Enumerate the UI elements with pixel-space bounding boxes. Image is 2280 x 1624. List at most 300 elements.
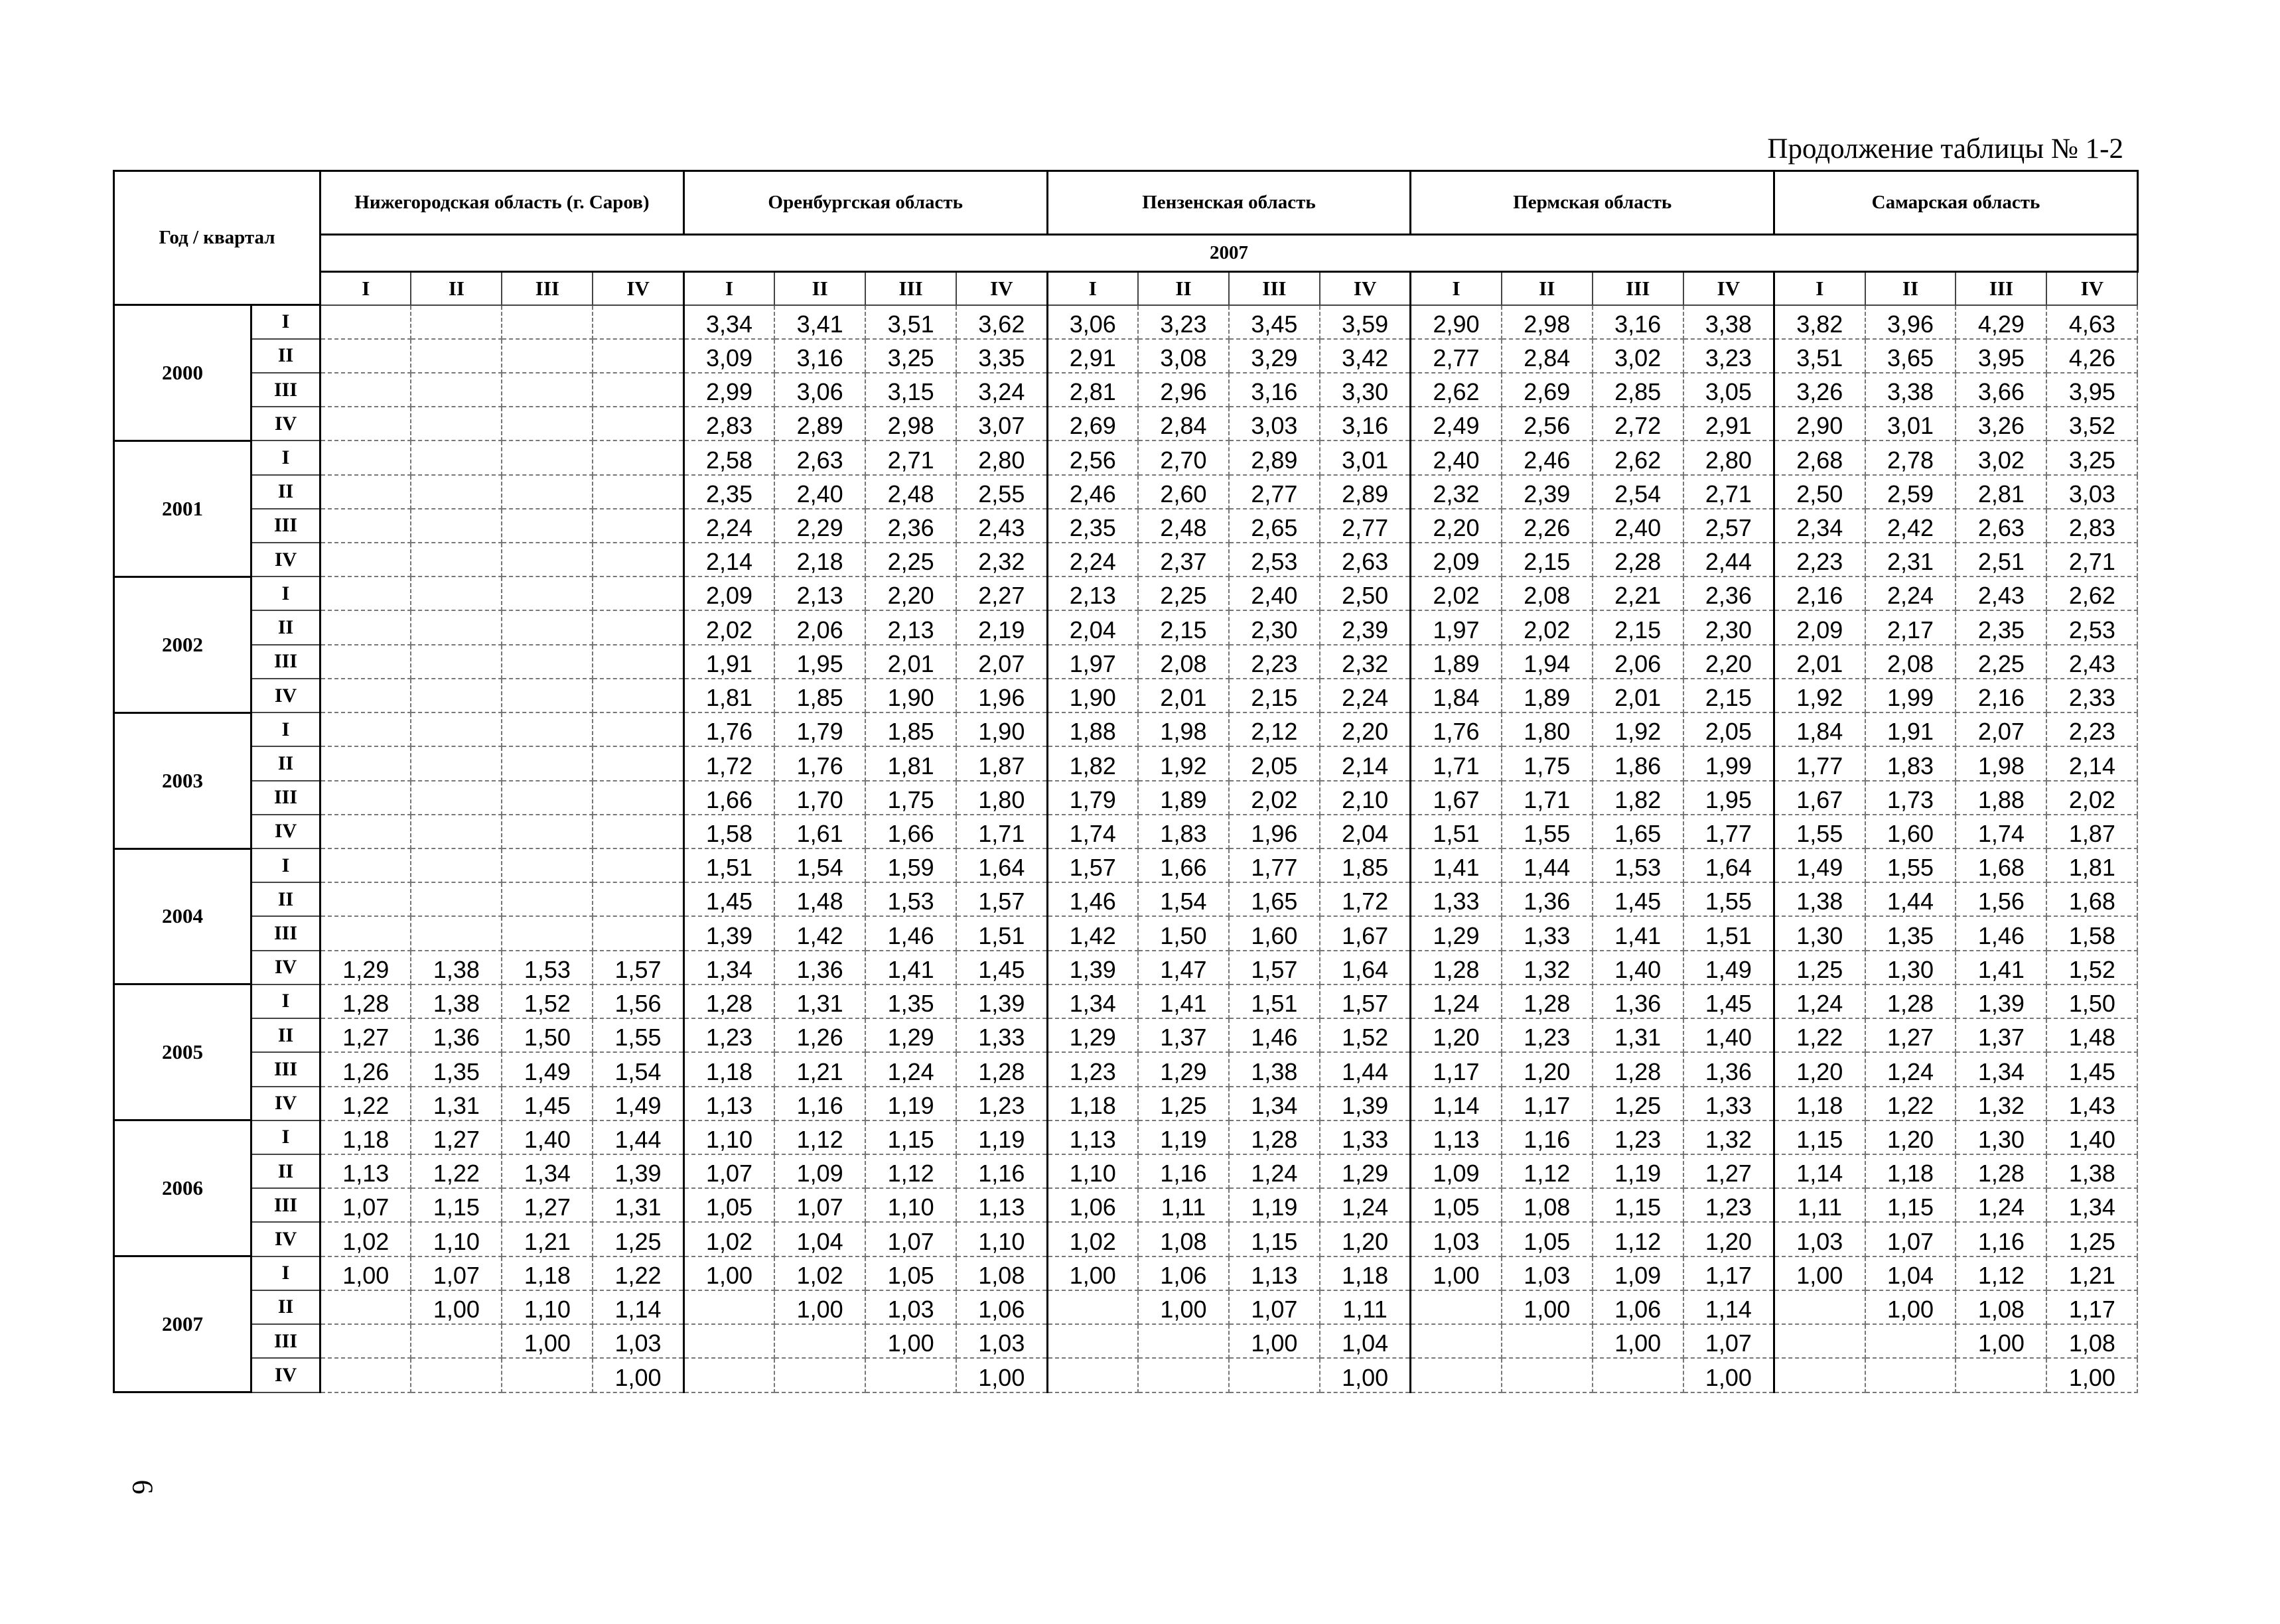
table-row — [114, 407, 2138, 440]
value-cell: 1,16 — [1502, 1120, 1593, 1154]
value-cell: 2,43 — [1956, 576, 2046, 610]
year-cell: 2005 — [114, 984, 251, 1120]
table-row — [114, 746, 2138, 780]
value-cell — [502, 848, 593, 882]
value-cell — [321, 679, 411, 712]
value-cell: 2,89 — [774, 407, 865, 440]
value-cell: 2,02 — [1411, 576, 1502, 610]
value-cell: 2,62 — [2046, 576, 2137, 610]
value-cell: 2,40 — [774, 475, 865, 509]
value-cell: 1,32 — [1502, 951, 1593, 984]
value-cell: 1,24 — [865, 1052, 956, 1086]
value-cell — [411, 645, 502, 679]
value-cell: 2,09 — [1411, 543, 1502, 576]
value-cell: 1,17 — [2046, 1290, 2137, 1324]
value-cell: 2,57 — [1683, 509, 1774, 543]
value-cell: 1,41 — [1411, 848, 1502, 882]
value-cell: 2,59 — [1865, 475, 1956, 509]
value-cell: 1,81 — [683, 679, 774, 712]
value-cell — [411, 339, 502, 373]
value-cell: 1,26 — [321, 1052, 411, 1086]
value-cell: 1,06 — [1593, 1290, 1683, 1324]
value-cell: 1,00 — [321, 1256, 411, 1290]
value-cell: 2,71 — [865, 440, 956, 474]
value-cell: 1,89 — [1502, 679, 1593, 712]
value-cell: 1,36 — [774, 951, 865, 984]
value-cell: 1,34 — [2046, 1188, 2137, 1222]
value-cell: 1,20 — [1411, 1018, 1502, 1052]
value-cell: 1,87 — [2046, 815, 2137, 848]
value-cell: 1,10 — [683, 1120, 774, 1154]
value-cell: 1,23 — [1502, 1018, 1593, 1052]
value-cell: 1,09 — [774, 1154, 865, 1188]
table-row — [114, 373, 2138, 407]
value-cell: 4,63 — [2046, 305, 2137, 339]
value-cell: 2,32 — [1411, 475, 1502, 509]
value-cell — [1865, 1358, 1956, 1392]
value-cell: 1,66 — [865, 815, 956, 848]
value-cell — [593, 610, 683, 644]
value-cell: 2,71 — [1683, 475, 1774, 509]
value-cell: 2,20 — [1683, 645, 1774, 679]
value-cell: 1,46 — [1229, 1018, 1320, 1052]
value-cell: 1,54 — [1138, 882, 1229, 916]
value-cell: 1,07 — [1865, 1222, 1956, 1256]
value-cell: 2,63 — [1956, 509, 2046, 543]
value-cell: 1,09 — [1411, 1154, 1502, 1188]
value-cell: 2,19 — [956, 610, 1047, 644]
value-cell: 1,10 — [956, 1222, 1047, 1256]
quarter-cell: III — [251, 1324, 321, 1358]
value-cell: 1,28 — [1411, 951, 1502, 984]
value-cell: 1,27 — [411, 1120, 502, 1154]
value-cell: 1,03 — [956, 1324, 1047, 1358]
value-cell: 2,55 — [956, 475, 1047, 509]
value-cell: 1,42 — [774, 916, 865, 950]
value-cell: 2,77 — [1411, 339, 1502, 373]
value-cell — [593, 509, 683, 543]
value-cell — [321, 815, 411, 848]
value-cell: 1,28 — [1593, 1052, 1683, 1086]
quarter-cell: II — [251, 339, 321, 373]
value-cell: 1,51 — [956, 916, 1047, 950]
table-row — [114, 1087, 2138, 1120]
value-cell: 1,13 — [1411, 1120, 1502, 1154]
quarter-cell: III — [251, 509, 321, 543]
quarter-column-header: II — [1865, 272, 1956, 305]
year-cell: 2004 — [114, 848, 251, 984]
value-cell: 1,19 — [1229, 1188, 1320, 1222]
value-cell: 1,79 — [1047, 781, 1138, 815]
value-cell — [321, 576, 411, 610]
value-cell: 1,28 — [1502, 984, 1593, 1018]
value-cell: 1,12 — [865, 1154, 956, 1188]
value-cell — [321, 645, 411, 679]
value-cell: 1,30 — [1865, 951, 1956, 984]
value-cell: 1,45 — [1683, 984, 1774, 1018]
value-cell — [1047, 1358, 1138, 1392]
quarter-cell: II — [251, 475, 321, 509]
value-cell: 2,35 — [683, 475, 774, 509]
value-cell: 2,46 — [1502, 440, 1593, 474]
value-cell: 3,95 — [2046, 373, 2137, 407]
value-cell: 2,23 — [2046, 712, 2137, 746]
value-cell: 1,48 — [2046, 1018, 2137, 1052]
quarter-cell: III — [251, 373, 321, 407]
value-cell — [593, 645, 683, 679]
value-cell: 1,15 — [865, 1120, 956, 1154]
quarter-cell: IV — [251, 1358, 321, 1392]
value-cell: 2,48 — [1138, 509, 1229, 543]
value-cell — [502, 781, 593, 815]
value-cell — [865, 1358, 956, 1392]
table-row — [114, 1290, 2138, 1324]
table-row — [114, 815, 2138, 848]
value-cell: 1,31 — [411, 1087, 502, 1120]
value-cell: 1,35 — [865, 984, 956, 1018]
value-cell — [1865, 1324, 1956, 1358]
value-cell: 2,26 — [1502, 509, 1593, 543]
value-cell: 1,06 — [1138, 1256, 1229, 1290]
table-row — [114, 848, 2138, 882]
value-cell: 1,29 — [1320, 1154, 1411, 1188]
quarter-cell: IV — [251, 951, 321, 984]
value-cell: 1,43 — [2046, 1087, 2137, 1120]
value-cell: 2,06 — [1593, 645, 1683, 679]
value-cell: 1,18 — [683, 1052, 774, 1086]
value-cell: 1,18 — [502, 1256, 593, 1290]
value-cell: 1,32 — [1956, 1087, 2046, 1120]
value-cell: 1,51 — [683, 848, 774, 882]
value-cell: 1,73 — [1865, 781, 1956, 815]
value-cell — [593, 679, 683, 712]
value-cell: 1,44 — [1865, 882, 1956, 916]
value-cell — [502, 815, 593, 848]
value-cell: 1,03 — [1502, 1256, 1593, 1290]
value-cell: 2,81 — [1956, 475, 2046, 509]
value-cell: 3,42 — [1320, 339, 1411, 373]
value-cell: 1,52 — [1320, 1018, 1411, 1052]
value-cell: 1,19 — [865, 1087, 956, 1120]
value-cell: 3,16 — [1229, 373, 1320, 407]
value-cell: 1,03 — [1774, 1222, 1865, 1256]
value-cell — [593, 576, 683, 610]
value-cell: 1,94 — [1502, 645, 1593, 679]
value-cell: 2,10 — [1320, 781, 1411, 815]
value-cell: 3,95 — [1956, 339, 2046, 373]
value-cell: 1,25 — [2046, 1222, 2137, 1256]
value-cell: 1,24 — [1956, 1188, 2046, 1222]
value-cell: 1,00 — [956, 1358, 1047, 1392]
value-cell: 3,38 — [1683, 305, 1774, 339]
value-cell: 1,60 — [1865, 815, 1956, 848]
value-cell: 1,00 — [1047, 1256, 1138, 1290]
value-cell: 2,99 — [683, 373, 774, 407]
value-cell — [502, 882, 593, 916]
value-cell: 2,04 — [1047, 610, 1138, 644]
value-cell: 2,15 — [1502, 543, 1593, 576]
quarter-cell: II — [251, 1018, 321, 1052]
value-cell: 1,82 — [1047, 746, 1138, 780]
value-cell: 1,90 — [1047, 679, 1138, 712]
table-row — [114, 679, 2138, 712]
value-cell: 2,21 — [1593, 576, 1683, 610]
value-cell: 2,72 — [1593, 407, 1683, 440]
value-cell: 1,58 — [2046, 916, 2137, 950]
value-cell — [1047, 1324, 1138, 1358]
value-cell: 1,48 — [774, 882, 865, 916]
value-cell: 1,80 — [1502, 712, 1593, 746]
value-cell: 2,83 — [683, 407, 774, 440]
value-cell — [411, 407, 502, 440]
value-cell: 1,52 — [2046, 951, 2137, 984]
value-cell: 2,32 — [956, 543, 1047, 576]
value-cell: 2,25 — [1956, 645, 2046, 679]
value-cell: 1,39 — [1047, 951, 1138, 984]
value-cell: 1,23 — [1683, 1188, 1774, 1222]
table-row — [114, 1358, 2138, 1392]
value-cell: 2,62 — [1411, 373, 1502, 407]
value-cell: 2,31 — [1865, 543, 1956, 576]
value-cell: 2,14 — [1320, 746, 1411, 780]
value-cell: 2,42 — [1865, 509, 1956, 543]
value-cell: 3,16 — [774, 339, 865, 373]
value-cell: 1,08 — [1502, 1188, 1593, 1222]
value-cell: 3,66 — [1956, 373, 2046, 407]
table-row — [114, 1018, 2138, 1052]
value-cell: 1,81 — [865, 746, 956, 780]
value-cell — [502, 679, 593, 712]
value-cell — [1593, 1358, 1683, 1392]
table-row — [114, 339, 2138, 373]
value-cell: 1,45 — [502, 1087, 593, 1120]
value-cell: 1,91 — [683, 645, 774, 679]
value-cell: 1,51 — [1683, 916, 1774, 950]
value-cell: 3,02 — [1593, 339, 1683, 373]
value-cell: 1,65 — [1593, 815, 1683, 848]
value-cell: 3,16 — [1320, 407, 1411, 440]
value-cell: 1,10 — [411, 1222, 502, 1256]
value-cell: 2,08 — [1865, 645, 1956, 679]
value-cell: 1,26 — [774, 1018, 865, 1052]
value-cell: 2,15 — [1138, 610, 1229, 644]
quarter-column-header: I — [1411, 272, 1502, 305]
value-cell: 1,66 — [683, 781, 774, 815]
value-cell: 3,23 — [1138, 305, 1229, 339]
value-cell: 1,18 — [321, 1120, 411, 1154]
table-row — [114, 1188, 2138, 1222]
value-cell: 1,59 — [865, 848, 956, 882]
value-cell: 2,16 — [1956, 679, 2046, 712]
value-cell — [502, 610, 593, 644]
quarter-cell: IV — [251, 543, 321, 576]
value-cell — [1047, 1290, 1138, 1324]
quarter-cell: III — [251, 1188, 321, 1222]
value-cell: 1,08 — [956, 1256, 1047, 1290]
year-cell: 2000 — [114, 305, 251, 441]
value-cell: 3,23 — [1683, 339, 1774, 373]
value-cell: 1,15 — [411, 1188, 502, 1222]
value-cell — [321, 440, 411, 474]
value-cell: 1,45 — [1593, 882, 1683, 916]
value-cell: 1,14 — [1774, 1154, 1865, 1188]
table-caption: Продолжение таблицы № 1-2 — [1767, 133, 2123, 165]
value-cell — [593, 781, 683, 815]
value-cell: 2,44 — [1683, 543, 1774, 576]
value-cell: 1,71 — [1411, 746, 1502, 780]
value-cell: 1,15 — [1593, 1188, 1683, 1222]
value-cell: 1,36 — [1502, 882, 1593, 916]
value-cell — [1411, 1358, 1502, 1392]
value-cell: 3,26 — [1774, 373, 1865, 407]
region-header: Нижегородская область (г. Саров) — [321, 171, 684, 235]
table-row — [114, 1154, 2138, 1188]
value-cell: 1,00 — [2046, 1358, 2137, 1392]
value-cell: 1,36 — [1683, 1052, 1774, 1086]
value-cell: 1,65 — [1229, 882, 1320, 916]
value-cell: 2,85 — [1593, 373, 1683, 407]
value-cell: 1,18 — [1774, 1087, 1865, 1120]
value-cell: 2,89 — [1320, 475, 1411, 509]
value-cell: 1,67 — [1774, 781, 1865, 815]
value-cell: 1,04 — [774, 1222, 865, 1256]
value-cell: 1,27 — [321, 1018, 411, 1052]
value-cell: 1,89 — [1411, 645, 1502, 679]
quarter-cell: II — [251, 610, 321, 644]
value-cell: 1,97 — [1047, 645, 1138, 679]
value-cell: 1,13 — [1229, 1256, 1320, 1290]
value-cell: 2,15 — [1683, 679, 1774, 712]
value-cell: 1,80 — [956, 781, 1047, 815]
quarter-column-header: I — [1774, 272, 1865, 305]
value-cell — [1774, 1358, 1865, 1392]
value-cell: 1,27 — [502, 1188, 593, 1222]
value-cell: 1,77 — [1229, 848, 1320, 882]
value-cell: 2,69 — [1502, 373, 1593, 407]
value-cell: 2,40 — [1229, 576, 1320, 610]
value-cell: 1,57 — [1229, 951, 1320, 984]
value-cell: 1,34 — [1956, 1052, 2046, 1086]
value-cell: 1,16 — [956, 1154, 1047, 1188]
value-cell: 1,96 — [1229, 815, 1320, 848]
value-cell: 1,30 — [1774, 916, 1865, 950]
value-cell — [774, 1358, 865, 1392]
value-cell: 1,29 — [1411, 916, 1502, 950]
value-cell: 1,07 — [683, 1154, 774, 1188]
value-cell — [1956, 1358, 2046, 1392]
value-cell: 1,25 — [1138, 1087, 1229, 1120]
value-cell: 1,64 — [1683, 848, 1774, 882]
quarter-column-header: III — [1956, 272, 2046, 305]
value-cell: 3,06 — [774, 373, 865, 407]
value-cell: 2,30 — [1683, 610, 1774, 644]
value-cell: 3,65 — [1865, 339, 1956, 373]
quarter-cell: I — [251, 576, 321, 610]
value-cell: 1,79 — [774, 712, 865, 746]
value-cell: 1,51 — [1229, 984, 1320, 1018]
value-cell: 1,14 — [1683, 1290, 1774, 1324]
value-cell: 1,36 — [1593, 984, 1683, 1018]
value-cell — [411, 373, 502, 407]
value-cell: 1,28 — [1229, 1120, 1320, 1154]
value-cell: 2,04 — [1320, 815, 1411, 848]
value-cell: 4,26 — [2046, 339, 2137, 373]
value-cell: 1,76 — [774, 746, 865, 780]
region-header: Пермская область — [1411, 171, 1774, 235]
table-row — [114, 984, 2138, 1018]
value-cell — [502, 746, 593, 780]
value-cell: 2,36 — [865, 509, 956, 543]
value-cell: 1,67 — [1320, 916, 1411, 950]
value-cell: 2,07 — [1956, 712, 2046, 746]
value-cell: 1,98 — [1956, 746, 2046, 780]
value-cell: 1,20 — [1320, 1222, 1411, 1256]
value-cell: 1,28 — [956, 1052, 1047, 1086]
value-cell: 1,49 — [502, 1052, 593, 1086]
value-cell: 2,50 — [1774, 475, 1865, 509]
year-cell: 2003 — [114, 712, 251, 848]
value-cell: 2,08 — [1138, 645, 1229, 679]
value-cell — [593, 373, 683, 407]
value-cell: 1,50 — [1138, 916, 1229, 950]
value-cell: 2,56 — [1502, 407, 1593, 440]
value-cell: 1,00 — [774, 1290, 865, 1324]
value-cell: 1,22 — [411, 1154, 502, 1188]
value-cell: 1,18 — [1320, 1256, 1411, 1290]
value-cell: 1,83 — [1865, 746, 1956, 780]
value-cell: 2,71 — [2046, 543, 2137, 576]
value-cell: 1,29 — [1138, 1052, 1229, 1086]
value-cell — [593, 916, 683, 950]
value-cell: 3,01 — [1320, 440, 1411, 474]
quarter-column-header: IV — [593, 272, 683, 305]
value-cell: 1,00 — [593, 1358, 683, 1392]
value-cell: 1,34 — [1047, 984, 1138, 1018]
value-cell: 2,84 — [1138, 407, 1229, 440]
value-cell: 1,55 — [593, 1018, 683, 1052]
value-cell: 1,18 — [1047, 1087, 1138, 1120]
value-cell: 1,55 — [1865, 848, 1956, 882]
value-cell: 1,46 — [1956, 916, 2046, 950]
base-year-header: 2007 — [321, 235, 2138, 272]
value-cell: 1,71 — [1502, 781, 1593, 815]
value-cell: 2,54 — [1593, 475, 1683, 509]
value-cell — [683, 1324, 774, 1358]
value-cell: 2,06 — [774, 610, 865, 644]
value-cell: 1,16 — [774, 1087, 865, 1120]
value-cell: 1,75 — [865, 781, 956, 815]
value-cell: 2,09 — [683, 576, 774, 610]
value-cell: 1,00 — [1774, 1256, 1865, 1290]
table-row — [114, 305, 2138, 339]
region-header: Пензенская область — [1047, 171, 1411, 235]
value-cell: 1,29 — [865, 1018, 956, 1052]
value-cell: 1,20 — [1683, 1222, 1774, 1256]
value-cell — [411, 815, 502, 848]
quarter-cell: II — [251, 1154, 321, 1188]
value-cell: 2,58 — [683, 440, 774, 474]
value-cell: 1,40 — [502, 1120, 593, 1154]
value-cell: 2,63 — [1320, 543, 1411, 576]
value-cell — [593, 440, 683, 474]
value-cell: 1,54 — [774, 848, 865, 882]
value-cell: 1,28 — [321, 984, 411, 1018]
value-cell: 1,33 — [1683, 1087, 1774, 1120]
value-cell: 1,85 — [774, 679, 865, 712]
quarter-column-header: II — [1502, 272, 1593, 305]
value-cell: 2,13 — [1047, 576, 1138, 610]
value-cell — [502, 712, 593, 746]
